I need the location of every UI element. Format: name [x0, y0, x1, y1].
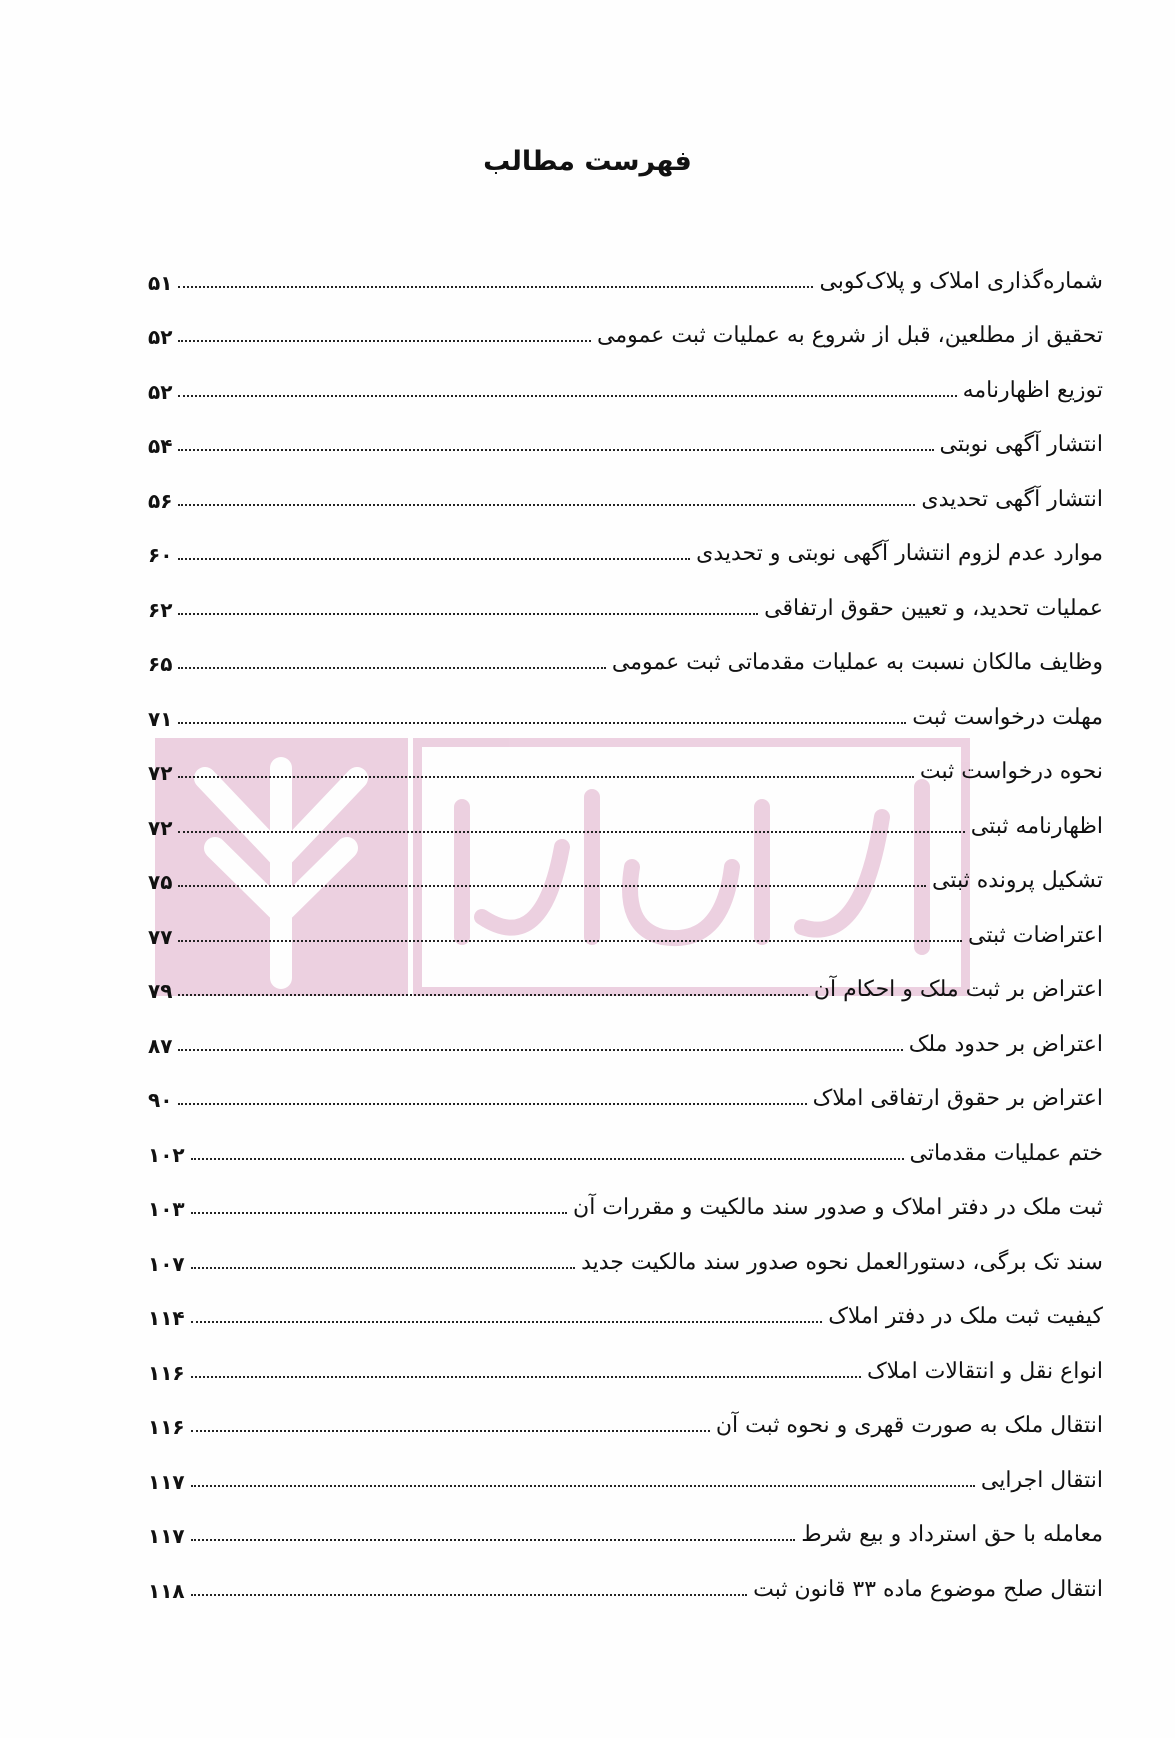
toc-page-number: ۷۲ — [148, 761, 173, 785]
toc-entry — [148, 1110, 1103, 1165]
toc-page-number: ۶۰ — [148, 543, 173, 567]
toc-entry — [148, 347, 1103, 402]
dot-leader — [178, 885, 926, 887]
toc-page-number: ۸۷ — [148, 1033, 173, 1058]
toc-entry — [148, 1001, 1103, 1056]
toc-entry — [148, 1219, 1103, 1274]
toc-page-number: ۹۰ — [148, 1088, 173, 1112]
toc-entry-title: مهلت درخواست ثبت — [912, 704, 1103, 730]
toc-entry-title: عملیات تحدید، و تعیین حقوق ارتفاقی — [764, 595, 1103, 621]
toc-entry-title: اعتراض بر حقوق ارتفاقی املاک — [812, 1086, 1103, 1111]
toc-entry — [148, 456, 1103, 511]
toc-entry-title: تحقیق از مطلعین، قبل از شروع به عملیات ثبت عمومی — [597, 323, 1103, 348]
toc-page-number: ۱۱۷ — [148, 1469, 185, 1494]
toc-entry — [148, 1328, 1103, 1383]
toc-entry — [148, 1437, 1103, 1492]
toc-entry-title: وظایف مالکان نسبت به عملیات مقدماتی ثبت عمومی — [611, 650, 1103, 675]
dot-leader — [178, 558, 690, 560]
toc-entry — [148, 1383, 1103, 1438]
toc-page-number: ۷۵ — [148, 870, 173, 894]
dot-leader — [178, 994, 807, 996]
toc-entry — [148, 1274, 1103, 1329]
dot-leader — [178, 722, 906, 724]
toc-page-number: ۱۰۳ — [148, 1197, 185, 1221]
toc-entry — [148, 402, 1103, 457]
dot-leader — [191, 1267, 575, 1269]
toc-page-number: ۷۹ — [148, 979, 173, 1003]
toc-page-number: ۱۱۶ — [148, 1360, 185, 1385]
toc-page-number: ۷۱ — [148, 706, 173, 731]
dot-leader — [191, 1539, 796, 1541]
toc-entry-title: معامله با حق استرداد و بیع شرط — [801, 1522, 1103, 1547]
toc-page-number: ۱۱۶ — [148, 1415, 185, 1439]
toc-page-number: ۶۵ — [148, 652, 173, 676]
toc-entry-title: انتشار آگهی تحدیدی — [921, 486, 1103, 512]
toc-page-number: ۵۴ — [148, 434, 173, 458]
toc-page-number: ۶۲ — [148, 597, 173, 622]
dot-leader — [178, 286, 813, 288]
toc-entry-title: انواع نقل و انتقالات املاک — [866, 1358, 1103, 1384]
toc-page-number: ۱۰۲ — [148, 1142, 185, 1167]
dot-leader — [178, 449, 933, 451]
toc-page-number: ۷۷ — [148, 924, 173, 949]
toc-entry — [148, 565, 1103, 620]
toc-entry-title: اظهارنامه ثبتی — [970, 813, 1103, 839]
toc-entry-title: نحوه درخواست ثبت — [919, 759, 1103, 784]
toc-entry — [148, 293, 1103, 348]
toc-entry-title: موارد عدم لزوم انتشار آگهی نوبتی و تحدیدی — [696, 541, 1103, 566]
toc-entry-title: تشکیل پرونده ثبتی — [931, 868, 1103, 893]
dot-leader — [178, 667, 605, 669]
toc-entry-title: کیفیت ثبت ملک در دفتر املاک — [828, 1304, 1103, 1329]
toc-entry — [148, 1492, 1103, 1547]
dot-leader — [191, 1376, 861, 1378]
toc-entry — [148, 238, 1103, 293]
toc-entry-title: انتشار آگهی نوبتی — [939, 432, 1103, 457]
toc-entry-title: اعتراض بر ثبت ملک و احکام آن — [813, 977, 1103, 1002]
dot-leader — [178, 831, 964, 833]
dot-leader — [191, 1485, 975, 1487]
page-title: فهرست مطالب — [483, 146, 692, 178]
toc-entry — [148, 783, 1103, 838]
toc-entry — [148, 620, 1103, 675]
toc-entry — [148, 838, 1103, 893]
toc-page-number: ۷۲ — [148, 815, 173, 840]
toc-entry-title: انتقال اجرایی — [980, 1467, 1103, 1493]
toc-entry-title: سند تک برگی، دستورالعمل نحوه صدور سند مالکیت جدید — [581, 1249, 1103, 1275]
table-of-contents — [148, 238, 1103, 1601]
toc-page-number: ۱۱۴ — [148, 1306, 185, 1330]
toc-entry-title: شماره‌گذاری املاک و پلاک‌کوبی — [819, 268, 1103, 294]
dot-leader — [191, 1321, 823, 1323]
dot-leader — [178, 504, 915, 506]
toc-page-number: ۱۰۷ — [148, 1251, 185, 1276]
dot-leader — [191, 1158, 904, 1160]
toc-entry — [148, 729, 1103, 784]
toc-page-number: ۱۱۷ — [148, 1524, 185, 1548]
toc-entry-title: توزیع اظهارنامه — [962, 377, 1103, 403]
dot-leader — [178, 395, 956, 397]
toc-entry — [148, 892, 1103, 947]
dot-leader — [178, 613, 758, 615]
toc-entry — [148, 511, 1103, 566]
dot-leader — [178, 1103, 806, 1105]
toc-entry-title: انتقال صلح موضوع ماده ۳۳ قانون ثبت — [753, 1576, 1103, 1602]
dot-leader — [178, 940, 962, 942]
dot-leader — [178, 340, 591, 342]
toc-entry — [148, 1165, 1103, 1220]
toc-page-number: ۱۱۸ — [148, 1578, 185, 1603]
toc-page-number: ۵۲ — [148, 379, 173, 404]
dot-leader — [178, 776, 913, 778]
toc-page-number: ۵۲ — [148, 325, 173, 349]
toc-entry-title: اعتراضات ثبتی — [968, 922, 1103, 948]
toc-entry-title: انتقال ملک به صورت قهری و نحوه ثبت آن — [715, 1413, 1103, 1438]
dot-leader — [178, 1049, 902, 1051]
toc-page-number: ۵۱ — [148, 270, 173, 295]
dot-leader — [191, 1594, 748, 1596]
dot-leader — [191, 1430, 710, 1432]
toc-entry-title: ختم عملیات مقدماتی — [909, 1140, 1103, 1166]
toc-entry — [148, 674, 1103, 729]
toc-page-number: ۵۶ — [148, 488, 173, 513]
toc-entry-title: اعتراض بر حدود ملک — [908, 1031, 1103, 1057]
dot-leader — [191, 1212, 567, 1214]
toc-entry — [148, 1056, 1103, 1111]
toc-entry — [148, 947, 1103, 1002]
toc-entry-title: ثبت ملک در دفتر املاک و صدور سند مالکیت و مقررات آن — [573, 1195, 1103, 1220]
toc-entry — [148, 1546, 1103, 1601]
